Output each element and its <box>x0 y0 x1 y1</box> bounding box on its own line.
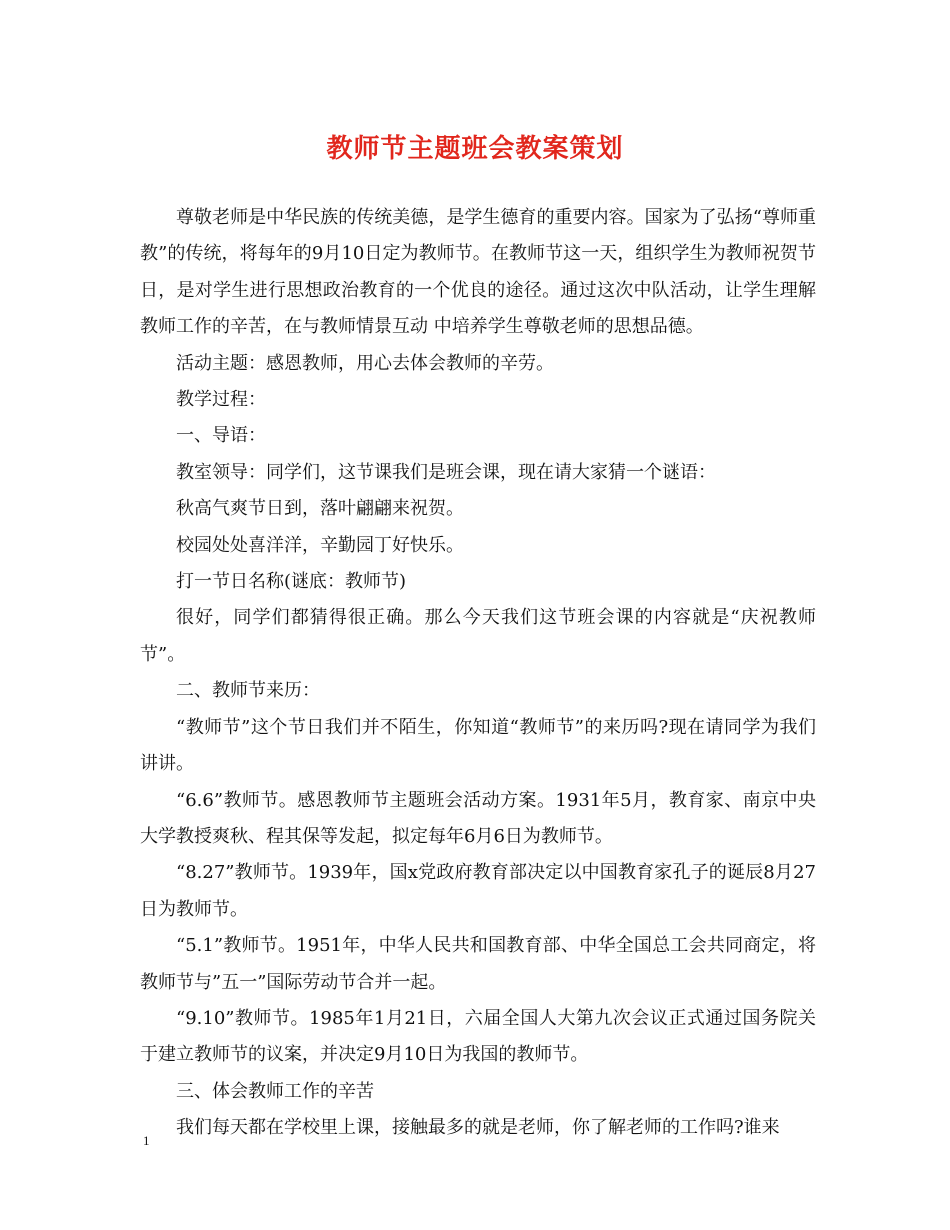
document-title: 教师节主题班会教案策划 <box>326 134 624 164</box>
section-heading-experience: 三、体会教师工作的辛苦 <box>176 1080 374 1102</box>
paragraph-riddle-line-1: 秋高气爽节日到，落叶翩翩来祝贺。 <box>176 498 464 520</box>
paragraph-riddle-line-2: 校园处处喜洋洋，辛勤园丁好快乐。 <box>176 534 464 556</box>
document-body <box>140 200 816 1147</box>
page-number: 1 <box>143 1133 150 1148</box>
section-heading-intro: 一、导语： <box>176 425 266 447</box>
paragraph-history-8-27: “8.27”教师节。1939年，国x党政府教育部决定以中国教育家孔子的诞辰8月27日为教师节。 <box>140 862 816 920</box>
paragraph-theme: 活动主题：感恩教师，用心去体会教师的辛劳。 <box>176 352 554 374</box>
paragraph-history-5-1: “5.1”教师节。1951年，中华人民共和国教育部、中华全国总工会共同商定，将教师节与”五一”国际劳动节合并一起。 <box>140 935 816 993</box>
paragraph-intro: 尊敬老师是中华民族的传统美德，是学生德育的重要内容。国家为了弘扬“尊师重教”的传统，将每年的9月10日定为教师节。在教师节这一天，组织学生为教师祝贺节日，是对学生进行思想政治教育的一个优良的途径。通过这次中队活动，让学生理解教师工作的辛苦，在与教师情景互动 中培养学生尊敬老师的思想品德。 <box>140 207 816 338</box>
paragraph-history-6-6: “6.6”教师节。感恩教师节主题班会活动方案。1931年5月，教育家、南京中央大学教授爽秋、程其保等发起，拟定每年6月6日为教师节。 <box>140 789 816 847</box>
paragraph-history-question: “教师节”这个节日我们并不陌生，你知道“教师节”的来历吗?现在请同学为我们讲讲。 <box>140 716 816 775</box>
paragraph-experience: 我们每天都在学校里上课，接触最多的就是老师，你了解老师的工作吗?谁来 <box>176 1117 780 1139</box>
paragraph-riddle-response: 很好，同学们都猜得很正确。那么今天我们这节班会课的内容就是“庆祝教师节”。 <box>140 607 816 665</box>
paragraph-history-9-10: “9.10”教师节。1985年1月21日，六届全国人大第九次会议正式通过国务院关于建立教师节的议案，并决定9月10日为我国的教师节。 <box>140 1007 816 1066</box>
paragraph-riddle-prompt: 教室领导：同学们，这节课我们是班会课，现在请大家猜一个谜语： <box>176 461 716 483</box>
paragraph-riddle-answer: 打一节日名称(谜底：教师节) <box>176 571 407 593</box>
section-heading-history: 二、教师节来历： <box>176 680 320 702</box>
paragraph-process-heading: 教学过程： <box>176 389 266 411</box>
